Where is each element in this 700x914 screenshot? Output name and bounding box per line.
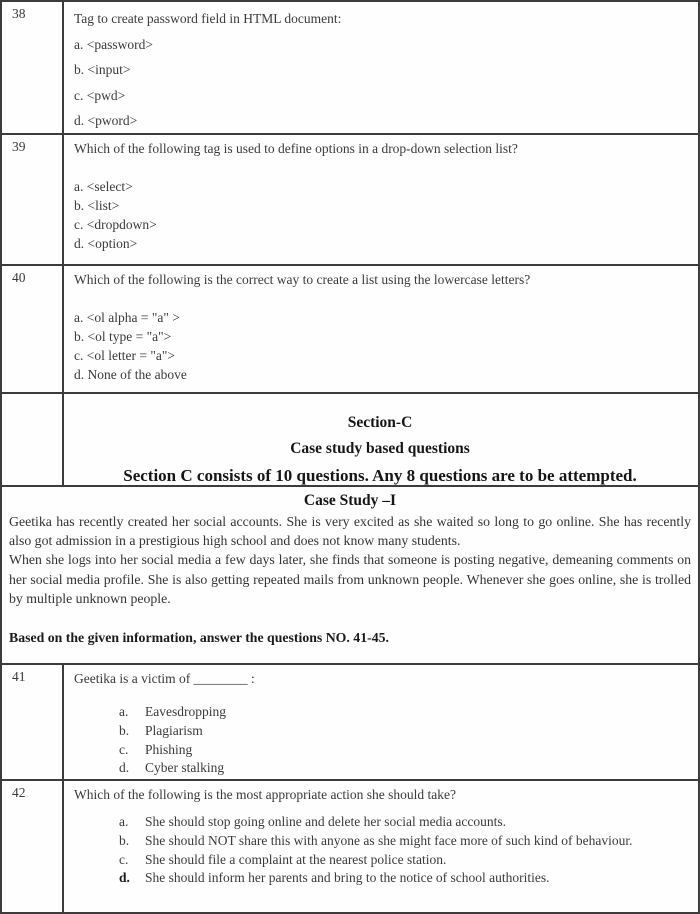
- option-letter: a.: [119, 704, 129, 719]
- blank-line: [74, 158, 686, 177]
- section-subtitle: Case study based questions: [290, 440, 470, 457]
- question-text: Which of the following is the most appropriate action she should take?: [74, 787, 457, 802]
- question-number: 38: [2, 2, 64, 133]
- option-letter: b.: [119, 832, 130, 848]
- option-line: d. None of the above: [74, 367, 187, 382]
- option-line: [74, 703, 686, 722]
- case-study-paragraph: Geetika has recently created her social accounts. She is very excited as she waited so long to go online. She has recently also got admission in a prestigious high school and does not know many students.: [9, 514, 691, 549]
- case-study-row: [2, 487, 698, 665]
- section-header: [64, 394, 698, 485]
- question-number: 42: [2, 781, 64, 912]
- section-title: Section-C: [347, 414, 413, 431]
- option-text: She should NOT share this with anyone as she might face more of such kind of behaviour.: [145, 832, 633, 848]
- option-line: a. <select>: [74, 179, 133, 194]
- option-letter: c.: [119, 741, 129, 757]
- question-content: [64, 2, 698, 133]
- section-header-row: [2, 394, 698, 487]
- option-text: She should inform her parents and bring to the notice of school authorities.: [145, 870, 550, 886]
- empty-number-cell: [2, 394, 64, 485]
- option-line: [74, 722, 686, 741]
- option-line: [74, 741, 686, 760]
- option-text: She should stop going online and delete her social media accounts.: [145, 814, 507, 829]
- question-number: 39: [2, 135, 64, 264]
- option-text: Cyber stalking: [145, 760, 225, 776]
- option-line: [74, 759, 686, 778]
- option-line: [74, 813, 686, 832]
- case-study-title: Case Study –I: [303, 492, 397, 509]
- option-line: d. <pword>: [74, 113, 138, 128]
- option-line: [74, 851, 686, 870]
- option-list: [74, 813, 686, 888]
- question-text: Geetika is a victim of ________ :: [74, 671, 255, 686]
- option-letter: d.: [119, 870, 130, 886]
- question-content: [64, 266, 698, 392]
- option-line: c. <dropdown>: [74, 217, 157, 232]
- option-list: [74, 703, 686, 778]
- blank-line: [74, 289, 686, 308]
- question-text: Which of the following is the correct way to create a list using the lowercase letters?: [74, 272, 531, 287]
- question-text: Which of the following tag is used to define options in a drop-down selection list?: [74, 141, 518, 156]
- option-line: b. <list>: [74, 198, 120, 213]
- question-content: [64, 781, 698, 912]
- question-content: [64, 665, 698, 779]
- option-text: Phishing: [145, 741, 193, 757]
- case-study-paragraph: When she logs into her social media a few days later, she finds that someone is posting negative, demeaning comments on her social media profile. She is also getting repeated mails from unknown people. Whenever she goes online, she is trolled by multiple unknown people.: [9, 552, 691, 606]
- option-line: a. <password>: [74, 36, 153, 52]
- option-text: She should file a complaint at the nearest police station.: [145, 851, 447, 867]
- option-letter: a.: [119, 814, 129, 829]
- question-row-40: [2, 266, 698, 394]
- option-text: Eavesdropping: [145, 704, 226, 719]
- case-study-note: Based on the given information, answer the questions NO. 41-45.: [9, 630, 389, 646]
- option-line: c. <ol letter = "a">: [74, 348, 175, 363]
- question-number: 41: [2, 665, 64, 779]
- option-letter: b.: [119, 722, 130, 738]
- option-line: [74, 832, 686, 851]
- question-content: [64, 135, 698, 264]
- option-letter: d.: [119, 760, 130, 776]
- option-letter: c.: [119, 851, 129, 867]
- question-row-41: [2, 665, 698, 781]
- option-line: [74, 869, 686, 888]
- option-text: Plagiarism: [145, 722, 203, 738]
- question-text: Tag to create password field in HTML document:: [74, 11, 342, 26]
- option-line: c. <pwd>: [74, 87, 126, 103]
- option-line: b. <input>: [74, 62, 131, 77]
- option-line: d. <option>: [74, 236, 138, 251]
- question-row-42: [2, 781, 698, 912]
- option-line: a. <ol alpha = "a" >: [74, 310, 180, 325]
- question-row-38: [2, 2, 698, 135]
- section-instructions: Section C consists of 10 questions. Any 8 questions are to be attempted.: [123, 466, 637, 485]
- question-number: 40: [2, 266, 64, 392]
- option-line: b. <ol type = "a">: [74, 329, 172, 344]
- case-study: [2, 487, 698, 663]
- question-row-39: [2, 135, 698, 266]
